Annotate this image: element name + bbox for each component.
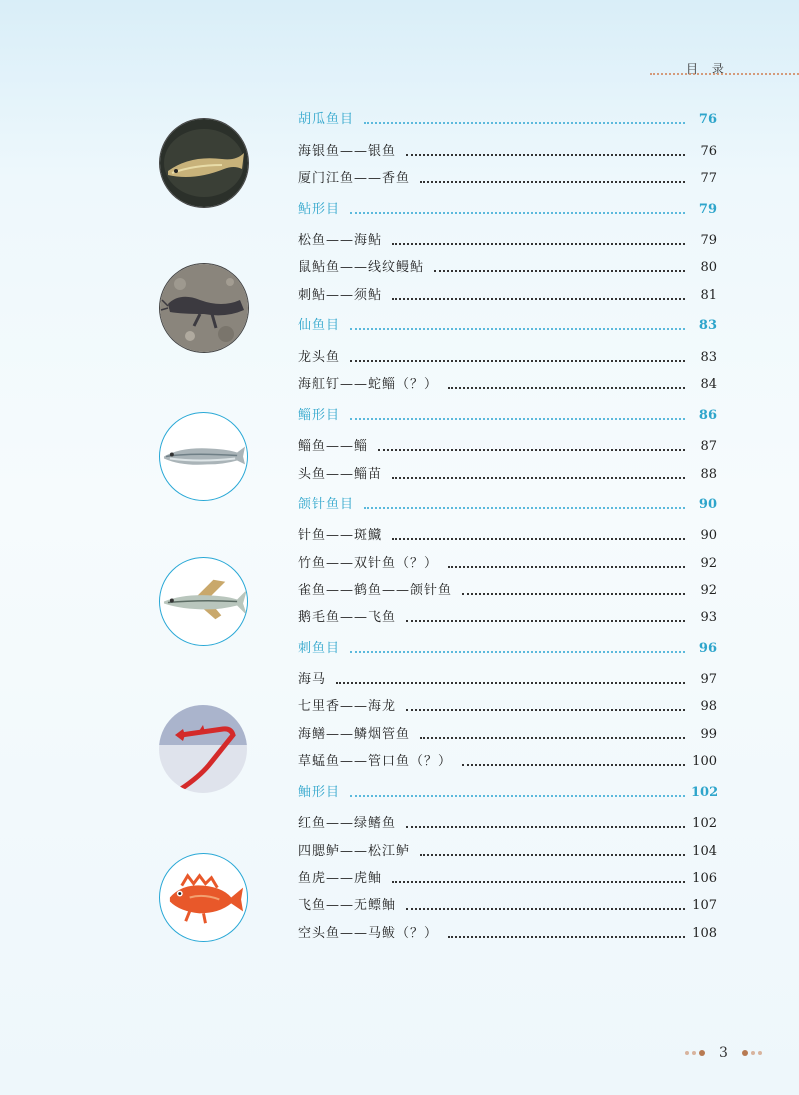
toc-page: 104 [692, 844, 717, 859]
toc-title: 鲇形目 [298, 202, 341, 217]
toc-title: 空头鱼——马鲅（？） [298, 926, 439, 941]
toc-section[interactable] [298, 404, 717, 424]
red-pipefish-icon [159, 705, 247, 793]
toc-leader [350, 212, 685, 214]
toc-leader [406, 826, 685, 828]
toc-page: 90 [698, 497, 717, 512]
toc-item[interactable] [298, 229, 717, 249]
toc-page: 84 [700, 377, 717, 392]
toc-item[interactable] [298, 435, 717, 455]
toc-leader [392, 477, 685, 479]
toc-leader [448, 566, 685, 568]
toc-title: 雀鱼——鹤鱼——颌针鱼 [298, 583, 453, 598]
toc-leader [350, 651, 685, 653]
toc-section[interactable] [298, 637, 717, 657]
toc-leader [406, 908, 685, 910]
toc-page: 97 [700, 672, 717, 687]
toc-page: 81 [700, 288, 717, 303]
toc-leader [350, 418, 685, 420]
toc-item[interactable] [298, 750, 717, 770]
toc-item[interactable] [298, 463, 717, 483]
toc-item[interactable] [298, 922, 717, 942]
toc-page: 87 [700, 439, 717, 454]
toc-title: 鱼虎——虎鲉 [298, 871, 383, 886]
toc-title: 刺鱼目 [298, 641, 341, 656]
toc-title: 颌针鱼目 [298, 497, 355, 512]
toc-title: 海银鱼——银鱼 [298, 144, 397, 159]
toc-title: 四腮鲈——松江鲈 [298, 844, 411, 859]
toc-leader [350, 360, 685, 362]
toc-item[interactable] [298, 284, 717, 304]
toc-leader [420, 737, 685, 739]
toc-title: 龙头鱼 [298, 350, 341, 365]
toc-title: 红鱼——绿鳍鱼 [298, 816, 397, 831]
page-footer [685, 1043, 762, 1063]
toc-title: 胡瓜鱼目 [298, 112, 355, 127]
toc-leader [434, 270, 685, 272]
toc-page: 92 [700, 583, 717, 598]
toc-leader [392, 538, 685, 540]
toc-leader [448, 936, 685, 938]
header-dotted-rule [650, 73, 799, 75]
toc-item[interactable] [298, 524, 717, 544]
toc-title: 头鱼——鲻苗 [298, 467, 383, 482]
toc-item[interactable] [298, 606, 717, 626]
toc-leader [406, 620, 685, 622]
toc-leader [392, 243, 685, 245]
toc-title: 七里香——海龙 [298, 699, 397, 714]
toc-item[interactable] [298, 140, 717, 160]
toc-item[interactable] [298, 723, 717, 743]
toc-page: 96 [698, 641, 717, 656]
toc-page: 108 [692, 926, 717, 941]
toc-title: 海马 [298, 672, 327, 687]
footer-dots-right [742, 1050, 762, 1056]
toc-leader [406, 154, 685, 156]
toc-page: 93 [700, 610, 717, 625]
toc-section[interactable] [298, 198, 717, 218]
toc-item[interactable] [298, 256, 717, 276]
toc-item[interactable] [298, 867, 717, 887]
toc-page: 86 [698, 408, 717, 423]
toc-page: 83 [700, 350, 717, 365]
toc-title: 针鱼——斑鱵 [298, 528, 383, 543]
toc-page: 90 [700, 528, 717, 543]
toc-title: 仙鱼目 [298, 318, 341, 333]
toc-page: 92 [700, 556, 717, 571]
toc-page: 98 [700, 699, 717, 714]
toc-page: 99 [700, 727, 717, 742]
toc-leader [392, 298, 685, 300]
toc-item[interactable] [298, 579, 717, 599]
toc-leader [364, 507, 685, 509]
toc-leader [420, 181, 685, 183]
toc-item[interactable] [298, 552, 717, 572]
toc-title: 刺鲇——须鲇 [298, 288, 383, 303]
toc-item[interactable] [298, 167, 717, 187]
flying-fish-icon [159, 557, 248, 646]
toc-section[interactable] [298, 108, 717, 128]
toc-page: 102 [692, 816, 717, 831]
page-header-title: 目 录 [686, 62, 729, 76]
catfish-photo-icon [160, 264, 248, 352]
toc-leader [336, 682, 685, 684]
toc-leader [406, 709, 685, 711]
toc-leader [350, 328, 685, 330]
toc-leader [462, 764, 685, 766]
toc-title: 鲻形目 [298, 408, 341, 423]
toc-page: 88 [700, 467, 717, 482]
page-number: 3 [719, 1045, 728, 1061]
toc-title: 鹅毛鱼——飞鱼 [298, 610, 397, 625]
toc-title: 厦门江鱼——香鱼 [298, 171, 411, 186]
toc-item[interactable] [298, 346, 717, 366]
toc-page: 79 [700, 233, 717, 248]
toc-title: 海鳝——鳞烟管鱼 [298, 727, 411, 742]
toc-leader [392, 881, 685, 883]
toc-page: 102 [691, 785, 719, 800]
trout-like-fish-photo-icon [160, 119, 248, 207]
toc-title: 鼠鲇鱼——线纹鳗鲇 [298, 260, 425, 275]
toc-item[interactable] [298, 668, 717, 688]
toc-leader [420, 854, 685, 856]
toc-section[interactable] [298, 493, 717, 513]
toc-page: 106 [692, 871, 717, 886]
toc-page: 83 [698, 318, 717, 333]
toc-item[interactable] [298, 695, 717, 715]
toc-page: 76 [698, 112, 717, 127]
toc-section[interactable] [298, 314, 717, 334]
toc-leader [364, 122, 685, 124]
toc-item[interactable] [298, 812, 717, 832]
toc-leader [462, 593, 685, 595]
toc-item[interactable] [298, 894, 717, 914]
toc-leader [350, 795, 685, 797]
toc-section[interactable] [298, 781, 717, 801]
toc-title: 鲉形目 [298, 785, 341, 800]
toc-page: 107 [692, 898, 717, 913]
toc-page: 80 [700, 260, 717, 275]
toc-page: 100 [692, 754, 717, 769]
toc-page: 79 [698, 202, 717, 217]
footer-dots-left [685, 1050, 705, 1056]
toc-item[interactable] [298, 840, 717, 860]
toc-leader [378, 449, 685, 451]
toc-page: 76 [700, 144, 717, 159]
toc-title: 飞鱼——无鳔鲉 [298, 898, 397, 913]
toc-title: 鲻鱼——鲻 [298, 439, 369, 454]
red-scorpionfish-icon [159, 853, 248, 942]
toc-title: 草蜢鱼——管口鱼（？） [298, 754, 453, 769]
toc-item[interactable] [298, 373, 717, 393]
mullet-fish-icon [159, 412, 248, 501]
toc-title: 松鱼——海鲇 [298, 233, 383, 248]
toc-leader [448, 387, 685, 389]
toc-page: 77 [700, 171, 717, 186]
toc-title: 竹鱼——双针鱼（？） [298, 556, 439, 571]
toc-title: 海舡钉——蛇鲻（？） [298, 377, 439, 392]
